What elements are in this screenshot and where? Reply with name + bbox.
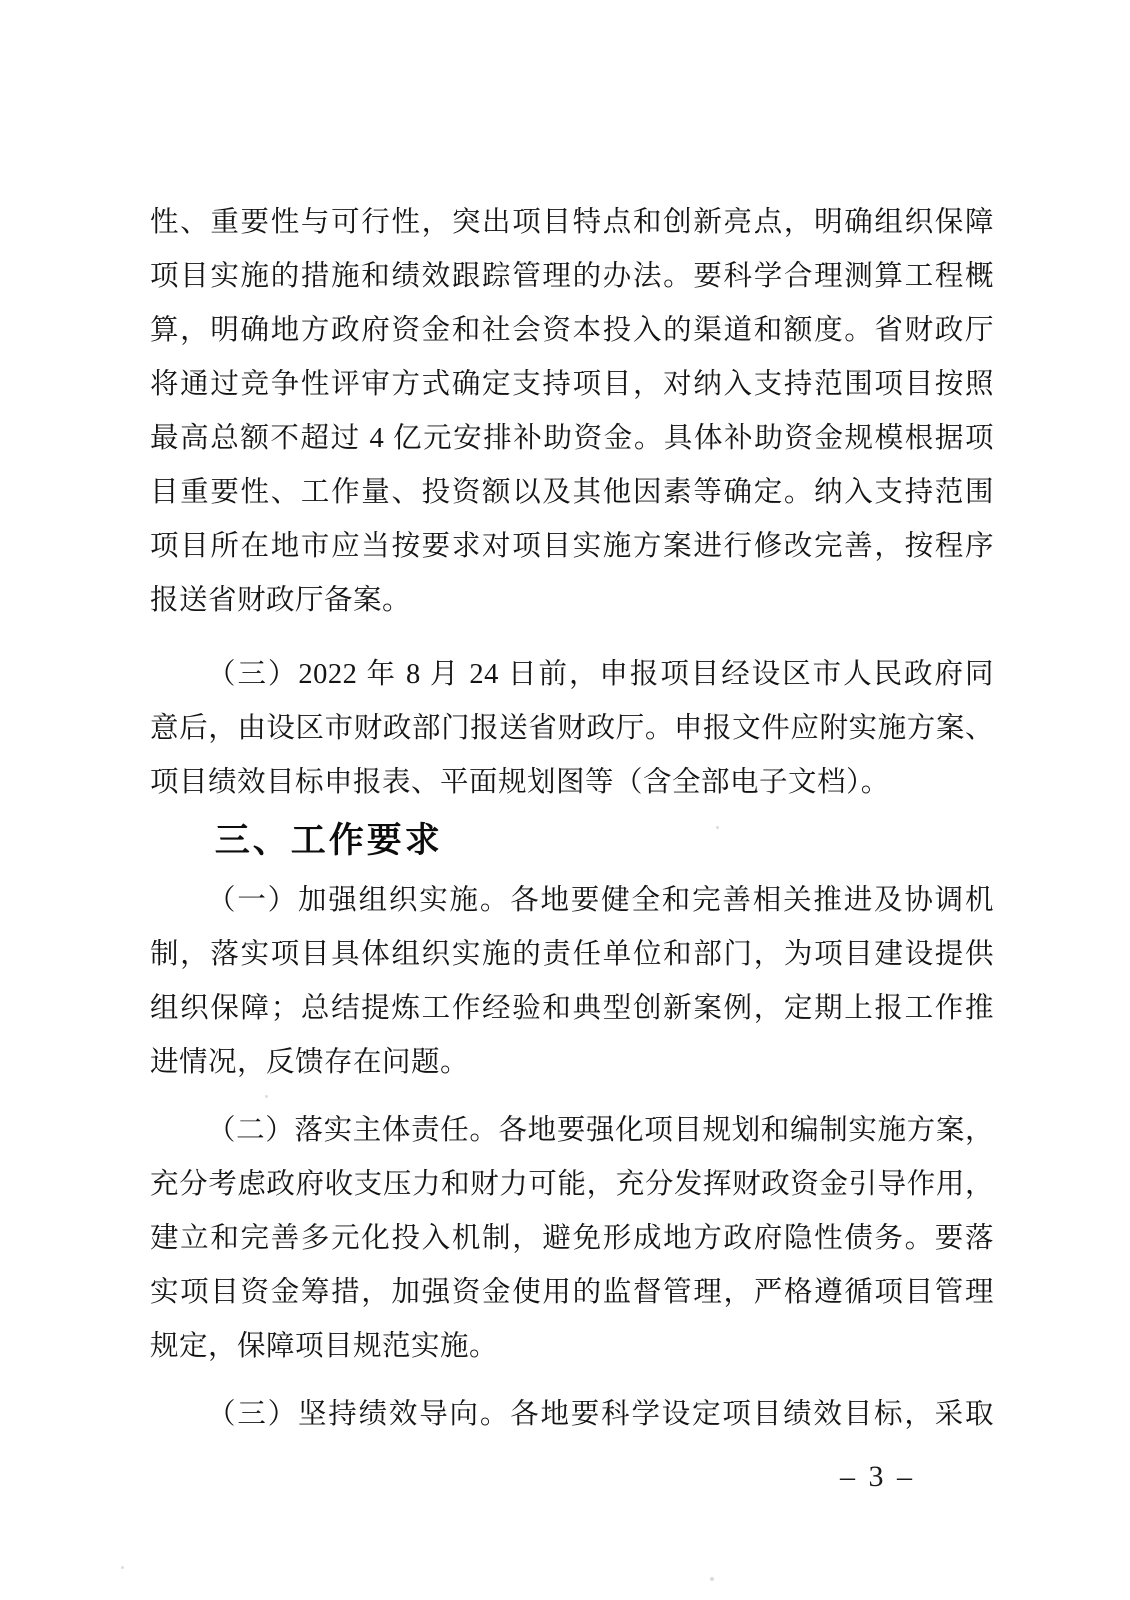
body-line: 算，明确地方政府资金和社会资本投入的渠道和额度。省财政厅 [150,315,994,346]
body-line: （一）加强组织实施。各地要健全和完善相关推进及协调机 [207,885,994,916]
body-line: 制，落实项目具体组织实施的责任单位和部门，为项目建设提供 [150,939,994,970]
body-line: 建立和完善多元化投入机制，避免形成地方政府隐性债务。要落 [150,1223,994,1254]
body-line: 最高总额不超过 4 亿元安排补助资金。具体补助资金规模根据项 [150,423,994,454]
body-line: 实项目资金筹措，加强资金使用的监督管理，严格遵循项目管理 [150,1277,994,1308]
body-line: 进情况，反馈存在问题。 [150,1047,470,1078]
scan-speck [265,1095,268,1098]
paragraph-4-item-two-responsibility [150,1104,994,1374]
body-line: （三）坚持绩效导向。各地要科学设定项目绩效目标，采取 [207,1399,994,1430]
document-body [150,196,994,1442]
body-line: 目重要性、工作量、投资额以及其他因素等确定。纳入支持范围 [150,477,994,508]
body-line: 充分考虑政府收支压力和财力可能，充分发挥财政资金引导作用， [150,1169,994,1200]
scan-speck [716,826,719,829]
body-line: （二）落实主体责任。各地要强化项目规划和编制实施方案， [207,1115,994,1146]
body-line: 性、重要性与可行性，突出项目特点和创新亮点，明确组织保障 [150,207,994,238]
page-number: – 3 – [840,1460,915,1493]
body-line: 组织保障；总结提炼工作经验和典型创新案例，定期上报工作推 [150,993,994,1024]
paragraph-3-item-one-organization [150,874,994,1090]
body-line: 项目实施的措施和绩效跟踪管理的办法。要科学合理测算工程概 [150,261,994,292]
body-line: 项目绩效目标申报表、平面规划图等（含全部电子文档）。 [150,767,890,798]
body-line: 将通过竞争性评审方式确定支持项目，对纳入支持范围项目按照 [150,369,994,400]
body-line: 规定，保障项目规范实施。 [150,1331,499,1362]
body-line: 项目所在地市应当按要求对项目实施方案进行修改完善，按程序 [150,531,994,562]
section-heading-work-requirements: 三、工作要求 [214,821,443,860]
paragraph-5-item-three-performance [150,1388,994,1442]
body-line: （三）2022 年 8 月 24 日前，申报项目经设区市人民政府同 [207,659,994,690]
scan-speck [121,1566,124,1569]
scan-speck [710,1577,714,1581]
body-line: 报送省财政厅备案。 [150,585,412,616]
paragraph-2-item-three-submission [150,648,994,810]
body-line: 意后，由设区市财政部门报送省财政厅。申报文件应附实施方案、 [150,713,994,744]
paragraph-1-continuation [150,196,994,628]
